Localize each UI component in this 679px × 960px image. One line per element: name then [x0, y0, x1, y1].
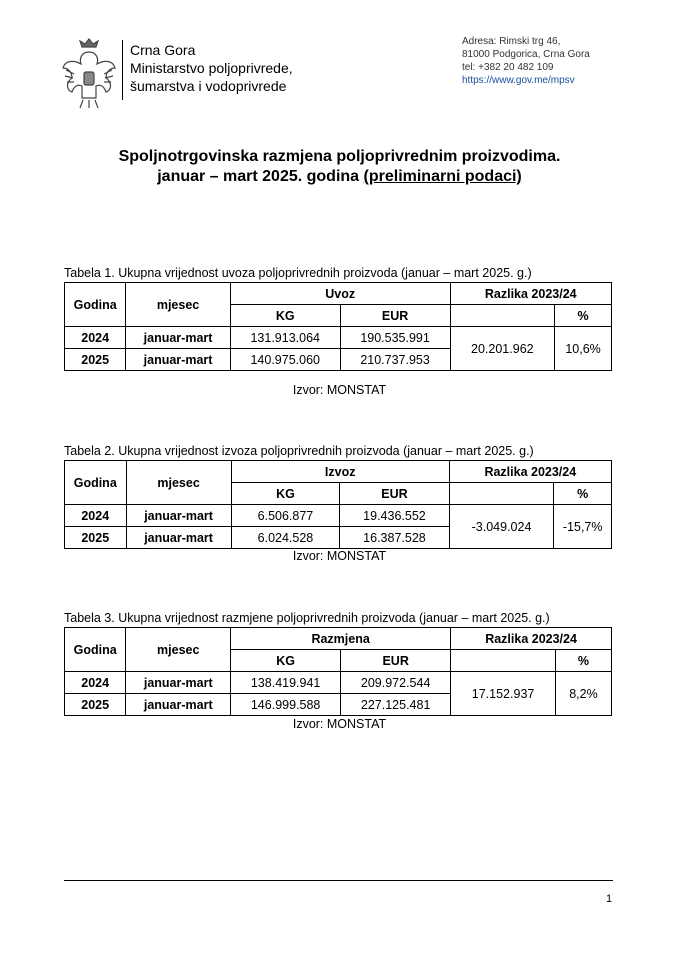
phone-line: tel: +382 20 482 109 [462, 62, 554, 73]
cell-kg: 6.506.877 [231, 505, 340, 527]
header-eur: EUR [340, 483, 449, 505]
cell-period: januar-mart [126, 694, 231, 716]
header-percent: % [555, 650, 611, 672]
header-diff-value [451, 650, 556, 672]
header-eur: EUR [341, 650, 451, 672]
header-mjesec: mjesec [126, 283, 230, 327]
table-2-source: Izvor: MONSTAT [292, 549, 387, 563]
city-line: 81000 Podgorica, Crna Gora [462, 49, 590, 60]
cell-period: januar-mart [126, 672, 231, 694]
cell-period: januar-mart [126, 505, 231, 527]
title-line-2 [0, 167, 679, 187]
cell-kg: 146.999.588 [231, 694, 341, 716]
organization-name [130, 41, 293, 95]
header-difference: Razlika 2023/24 [451, 628, 612, 650]
org-line: šumarstva i vodoprivrede [130, 78, 287, 94]
header-godina: Godina [65, 283, 126, 327]
cell-diff-percent: 10,6% [555, 327, 612, 371]
header-group: Izvoz [231, 461, 449, 483]
header-kg: KG [231, 483, 340, 505]
cell-period: januar-mart [126, 349, 230, 371]
cell-diff-value: 20.201.962 [450, 327, 555, 371]
cell-eur: 16.387.528 [340, 527, 449, 549]
document-title [0, 147, 679, 187]
title-line-2-text: januar – mart 2025. godina [157, 168, 364, 185]
table-1-imports [64, 282, 612, 371]
page-number: 1 [606, 893, 613, 905]
cell-eur: 227.125.481 [341, 694, 451, 716]
cell-eur: 190.535.991 [340, 327, 450, 349]
cell-period: januar-mart [126, 527, 231, 549]
cell-year: 2024 [65, 505, 127, 527]
cell-year: 2025 [65, 694, 126, 716]
header-percent: % [555, 305, 612, 327]
table-3-caption: Tabela 3. Ukupna vrijednost razmjene poljoprivrednih proizvoda (januar – mart 2025. g.) [64, 611, 550, 625]
contact-info [462, 35, 590, 87]
cell-year: 2024 [65, 672, 126, 694]
cell-diff-percent: -15,7% [554, 505, 612, 549]
cell-period: januar-mart [126, 327, 230, 349]
header-diff-value [450, 305, 555, 327]
cell-kg: 138.419.941 [231, 672, 341, 694]
cell-year: 2025 [65, 527, 127, 549]
footer-rule [64, 880, 613, 881]
cell-year: 2024 [65, 327, 126, 349]
cell-kg: 131.913.064 [230, 327, 340, 349]
table-3-source: Izvor: MONSTAT [292, 717, 387, 731]
cell-diff-percent: 8,2% [555, 672, 611, 716]
cell-year: 2025 [65, 349, 126, 371]
header-difference: Razlika 2023/24 [449, 461, 611, 483]
cell-eur: 210.737.953 [340, 349, 450, 371]
header-kg: KG [230, 305, 340, 327]
table-1-caption: Tabela 1. Ukupna vrijednost uvoza poljoprivrednih proizvoda (januar – mart 2025. g.) [64, 266, 532, 280]
table-3-trade [64, 627, 612, 716]
org-line: Crna Gora [130, 42, 196, 58]
header-difference: Razlika 2023/24 [450, 283, 611, 305]
cell-eur: 19.436.552 [340, 505, 449, 527]
website-link[interactable]: https://www.gov.me/mpsv [462, 75, 575, 86]
header-godina: Godina [65, 461, 127, 505]
cell-eur: 209.972.544 [341, 672, 451, 694]
preliminary-note: (preliminarni podaci) [363, 168, 522, 185]
title-line-1: Spoljnotrgovinska razmjena poljoprivrednim proizvodima. [118, 148, 561, 165]
cell-kg: 6.024.528 [231, 527, 340, 549]
header-kg: KG [231, 650, 341, 672]
header-divider [122, 40, 123, 100]
header-percent: % [554, 483, 612, 505]
cell-diff-value: -3.049.024 [449, 505, 554, 549]
header-mjesec: mjesec [126, 628, 231, 672]
table-1-source: Izvor: MONSTAT [292, 383, 387, 397]
cell-kg: 140.975.060 [230, 349, 340, 371]
address-line: Adresa: Rimski trg 46, [462, 36, 561, 47]
header-group: Uvoz [230, 283, 450, 305]
header-diff-value [449, 483, 554, 505]
header-group: Razmjena [231, 628, 451, 650]
header-godina: Godina [65, 628, 126, 672]
header-eur: EUR [340, 305, 450, 327]
coat-of-arms-logo [60, 38, 118, 110]
table-2-caption: Tabela 2. Ukupna vrijednost izvoza poljoprivrednih proizvoda (januar – mart 2025. g.) [64, 444, 534, 458]
org-line: Ministarstvo poljoprivrede, [130, 60, 293, 76]
table-2-exports [64, 460, 612, 549]
cell-diff-value: 17.152.937 [451, 672, 556, 716]
header-mjesec: mjesec [126, 461, 231, 505]
